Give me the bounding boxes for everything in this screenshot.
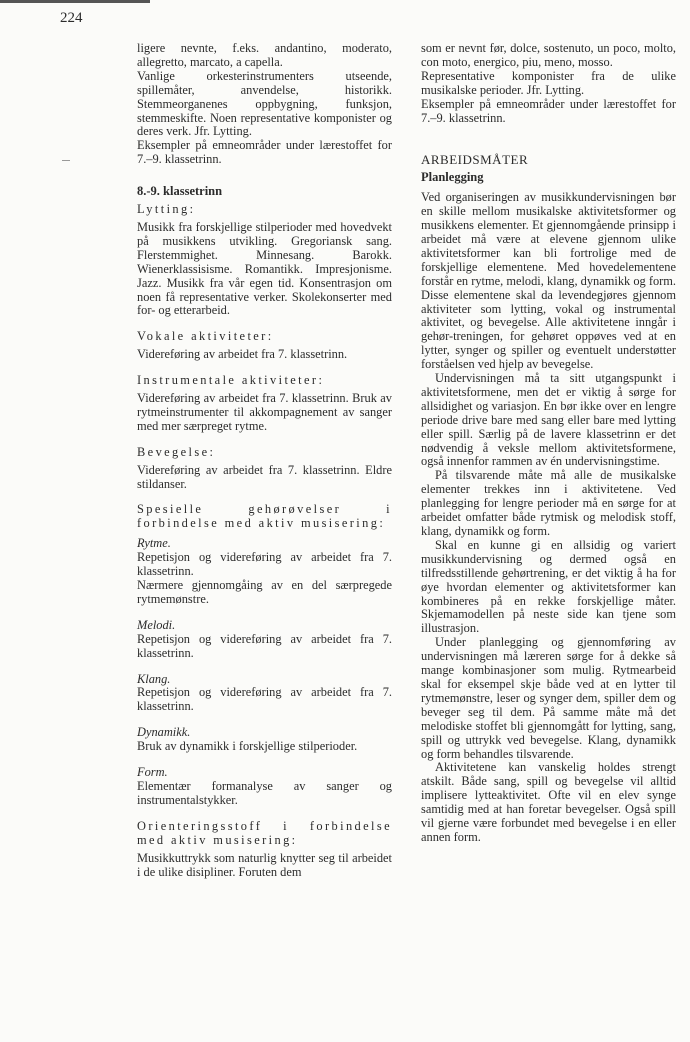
intro-paragraph: Eksempler på emneområder under lærestoffet for 7.–9. klassetrinn. — [137, 138, 392, 167]
body-paragraph: Skal en kunne gi en allsidig og variert musikkundervisning og dermed også en tilfredsstillende gehørtrening, er det viktig å ha for øye hvordan elementer og aktivitetsformer kan kombineres på en rekke forskjellige måter. Skjemamodellen på neste side kan tjene som illustrasjon. — [421, 537, 676, 636]
instrumentale-heading: Instrumentale aktiviteter: — [137, 373, 325, 388]
margin-mark — [62, 160, 70, 161]
bevegelse-heading: Bevegelse: — [137, 444, 216, 459]
melodi-text: Repetisjon og videreføring av arbeidet fra 7. klassetrinn. — [137, 631, 392, 660]
form-text: Elementær formanalyse av sanger og instrumentalstykker. — [137, 778, 392, 807]
melodi-label: Melodi. — [137, 617, 176, 632]
body-paragraph: Aktivitetene kan vanskelig holdes strengt atskilt. Både sang, spill og bevegelse vil alltid implisere lytteaktivitet. Ofte vil en elev synge samtidig med at han foretar bevegelser. Også spill vil gjerne være forbundet med bevegelse i en eller annen form. — [421, 760, 676, 844]
lytting-heading: Lytting: — [137, 202, 196, 217]
dynamikk-text: Bruk av dynamikk i forskjellige stilperioder. — [137, 739, 358, 754]
page-number: 224 — [60, 10, 83, 26]
klang-label: Klang. — [137, 671, 171, 686]
rytme-text: Nærmere gjennomgåing av en del særpregede rytmemønstre. — [137, 578, 392, 606]
left-column — [137, 42, 392, 879]
bevegelse-text: Videreføring av arbeidet fra 7. klassetrinn. Eldre stildanser. — [137, 462, 392, 491]
body-paragraph: Undervisningen må ta sitt utgangspunkt i aktivitetsformene, men det er viktig å sørge for allsidighet og variasjon. En bør ikke over en lengre periode drive bare med sang eller bare med lytting eller spill. Særlig på de lavere klassetrinn er det nødvendig å veksle mellom aktivitetsformene, også innenfor rammen av én undervisningstime. — [421, 371, 676, 469]
vokale-text: Videreføring av arbeidet fra 7. klassetrinn. — [137, 347, 348, 362]
intro-paragraph: som er nevnt før, dolce, sostenuto, un poco, molto, con moto, energico, piu, meno, mosso. — [421, 41, 676, 69]
body-paragraph: Under planlegging og gjennomføring av undervisningen må læreren sørge for å dekke så mange kombinasjoner som mulig. Rytmearbeid skal for eksempel skje både ved at en lytter til rytmemønstre, leser og synger dem, spiller dem og beveger seg til dem. På samme måte må det melodiske stoffet bli gjennomgått for lytting, sang, spill og uttrykk ved bevegelse. Klang, dynamikk og form behandles tilsvarende. — [421, 635, 676, 761]
intro-paragraph: Eksempler på emneområder under lærestoffet for 7.–9. klassetrinn. — [421, 96, 676, 125]
top-rule — [0, 0, 150, 3]
rytme-text: Repetisjon og videreføring av arbeidet fra 7. klassetrinn. — [137, 550, 392, 579]
orientering-heading: Orienteringsstoff i forbindelse med aktiv musisering: — [137, 818, 392, 847]
orientering-text: Musikkuttrykk som naturlig knytter seg til arbeidet i de ulike disipliner. Foruten dem — [137, 850, 392, 879]
dynamikk-label: Dynamikk. — [137, 725, 191, 740]
instrumentale-text: Videreføring av arbeidet fra 7. klassetrinn. Bruk av rytmeinstrumenter til akkompagnement av sanger med mer særpreget rytme. — [137, 391, 392, 433]
form-label: Form. — [137, 765, 168, 780]
intro-paragraph: ligere nevnte, f.eks. andantino, moderato, allegretto, marcato, a capella. — [137, 41, 392, 69]
vokale-heading: Vokale aktiviteter: — [137, 329, 274, 344]
rytme-label: Rytme. — [137, 536, 171, 551]
intro-paragraph: Representative komponister fra de ulike musikalske perioder. Jfr. Lytting. — [421, 68, 676, 97]
planlegging-subheading: Planlegging — [421, 170, 484, 185]
klang-text: Repetisjon og videreføring av arbeidet fra 7. klassetrinn. — [137, 685, 392, 714]
spesielle-heading: Spesielle gehørøvelser i forbindelse med aktiv musisering: — [137, 502, 392, 531]
body-paragraph: Ved organiseringen av musikkundervisningen bør en skille mellom musikalske aktivitetsformer og musikkens elementer. Et gjennomgående prinsipp i arbeidet må være at elevene gjennom ulike aktivitetsformer kan bli fortrolige med de forskjellige elementene. Med hovedelementene forstår en rytme, melodi, klang, dynamikk og form. Disse elementene skal da levendegjøres gjennom aktiviteter som lytting, vokal og instrumental aktivitet, og bevegelse. Alle aktivitetene inngår i gehør-treningen, for gehøret oppøves ved at en lytter, synger og spiller og eventuelt understøtter forståelsen ved hjelp av bevegelse. — [421, 190, 676, 372]
lytting-text: Musikk fra forskjellige stilperioder med hovedvekt på musikkens utvikling. Gregoriansk sang. Flerstemmighet. Minnesang. Barokk. Wienerklassisisme. Romantikk. Impresjonisme. Jazz. Musikk fra vår egen tid. Konsentrasjon om noen få representative verker. Skolekonserter med for- og etterarbeid. — [137, 219, 392, 318]
body-paragraph: På tilsvarende måte må alle de musikalske elementer trekkes inn i aktivitetene. Ved planlegging for lengre perioder må en sørge for at arbeidet omfatter både rytmisk og melodisk stoff, klang, dynamikk og form. — [421, 468, 676, 538]
section-title: 8.-9. klassetrinn — [137, 184, 223, 199]
arbeidsmater-heading: ARBEIDSMÅTER — [421, 152, 529, 168]
intro-paragraph: Vanlige orkesterinstrumenters utseende, spillemåter, anvendelse, historikk. Stemmeorganenes oppbygning, funksjon, stemmeskifte. Noen representative komponister og deres verk. Jfr. Lytting. — [137, 68, 392, 139]
right-column — [421, 42, 676, 845]
